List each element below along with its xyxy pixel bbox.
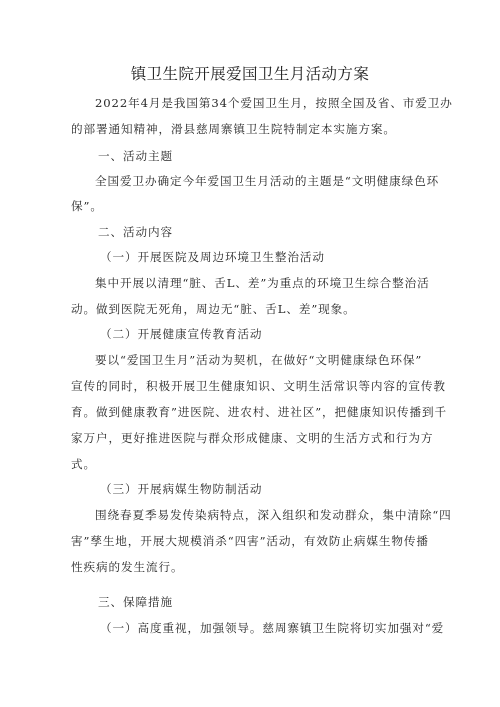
paragraph-line: 全国爱卫办确定今年爱国卫生月活动的主题是“文明健康绿色环 [95,174,440,188]
paragraph-line: 2022年4月是我国第34个爱国卫生月，按照全国及省、市爱卫办 [95,96,453,110]
paragraph-line: 害”孳生地，开展大规模消杀“四害”活动，有效防止病媒生物传播 [71,534,429,548]
paragraph-line: 家万户，更好推进医院与群众形成健康、文明的生活方式和行为方 [71,431,434,445]
paragraph-line: 育。做到健康教育”进医院、进农村、进社区”，把健康知识传播到千 [71,405,447,419]
subsection-heading: （二）开展健康宣传教育活动 [100,327,263,341]
paragraph-line: 要以“爱国卫生月”活动为契机，在做好“文明健康绿色环保” [95,353,423,367]
paragraph-line: 保”。 [71,199,103,213]
paragraph-line: 围绕春夏季易发传染病特点，深入组织和发动群众，集中清除“四 [95,508,452,522]
paragraph-line: 集中开展以清理“脏、舌L、差”为重点的环境卫生综合整治活 [95,276,430,290]
section-heading: 三、保障措施 [98,595,173,609]
paragraph-line: 动。做到医院无死角，周边无“脏、舌L、差”现象。 [71,302,356,316]
paragraph-line: 式。 [71,457,96,471]
subsection-heading: （三）开展病媒生物防制活动 [100,482,263,496]
paragraph-line: 宣传的同时，积极开展卫生健康知识、文明生活常识等内容的宣传教 [71,379,446,393]
subsection-heading: （一）高度重视，加强领导。慈周寨镇卫生院将切实加强对“爱 [100,621,445,635]
paragraph-line: 性疾病的发生流行。 [71,560,184,574]
subsection-heading: （一）开展医院及周边环境卫生整治活动 [100,250,325,264]
section-heading: 二、活动内容 [98,225,173,239]
document-title: 镇卫生院开展爱国卫生月活动方案 [130,65,370,83]
paragraph-line: 的部署通知精神，滑县慈周寨镇卫生院特制定本实施方案。 [71,122,396,136]
section-heading: 一、活动主题 [98,149,173,163]
